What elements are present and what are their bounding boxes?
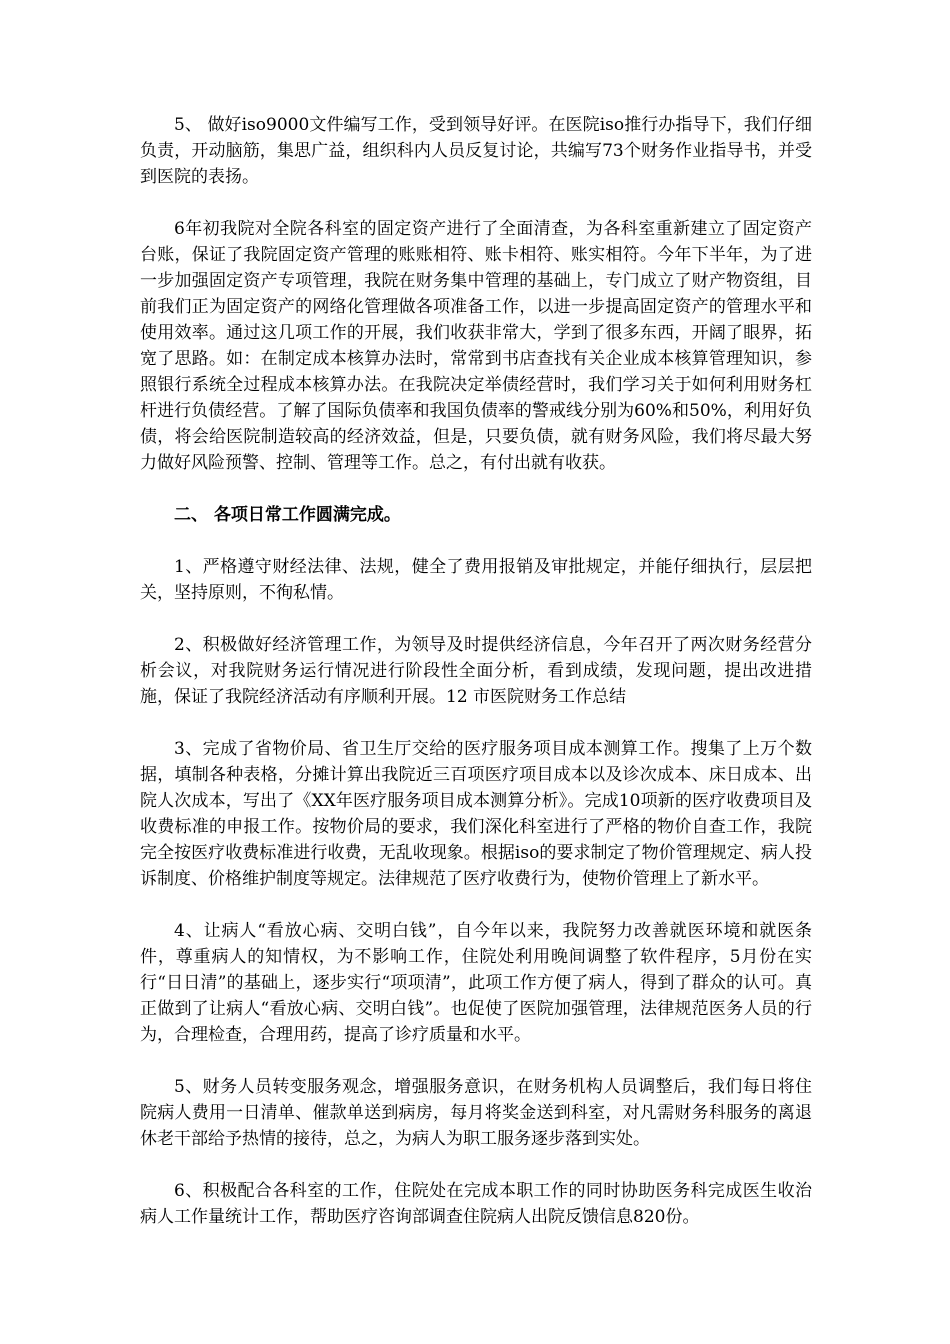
- section-heading-two: 二、 各项日常工作圆满完成。: [174, 505, 401, 525]
- paragraph-item-5-iso: 5、 做好iso9000文件编写工作，受到领导好评。在医院iso推行办指导下，我们仔细负责，开动脑筋，集思广益，组织科内人员反复讨论，共编写73个财务作业指导书，并受到医院的表扬。: [140, 115, 812, 187]
- paragraph-item-6: 6、积极配合各科室的工作，住院处在完成本职工作的同时协助医务科完成医生收治病人工作量统计工作，帮助医疗咨询部调查住院病人出院反馈信息820份。: [140, 1181, 812, 1227]
- paragraph-item-2: 2、积极做好经济管理工作，为领导及时提供经济信息，今年召开了两次财务经营分析会议，对我院财务运行情况进行阶段性全面分析，看到成绩，发现问题，提出改进措施，保证了我院经济活动有序顺利开展。12 市医院财务工作总结: [140, 635, 812, 707]
- document-page: [140, 112, 812, 1230]
- paragraph-item-1: 1、严格遵守财经法律、法规，健全了费用报销及审批规定，并能仔细执行，层层把关，坚持原则，不徇私情。: [140, 557, 812, 603]
- paragraph-item-4: 4、让病人“看放心病、交明白钱”，自今年以来，我院努力改善就医环境和就医条件，尊重病人的知情权，为不影响工作，住院处利用晚间调整了软件程序，5月份在实行“日日清”的基础上，逐步实行“项项清”，此项工作方便了病人，得到了群众的认可。真正做到了让病人“看放心病、交明白钱”。也促使了医院加强管理，法律规范医务人员的行为，合理检查，合理用药，提高了诊疗质量和水平。: [140, 921, 812, 1045]
- paragraph-fixed-assets: 6年初我院对全院各科室的固定资产进行了全面清查，为各科室重新建立了固定资产台账，保证了我院固定资产管理的账账相符、账卡相符、账实相符。今年下半年，为了进一步加强固定资产专项管理，我院在财务集中管理的基础上，专门成立了财产物资组，目前我们正为固定资产的网络化管理做各项准备工作，以进一步提高固定资产的管理水平和使用效率。通过这几项工作的开展，我们收获非常大，学到了很多东西，开阔了眼界，拓宽了思路。如：在制定成本核算办法时，常常到书店查找有关企业成本核算管理知识，参照银行系统全过程成本核算办法。在我院决定举债经营时，我们学习关于如何利用财务杠杆进行负债经营。了解了国际负债率和我国负债率的警戒线分别为60%和50%，利用好负债，将会给医院制造较高的经济效益，但是，只要负债，就有财务风险，我们将尽最大努力做好风险预警、控制、管理等工作。总之，有付出就有收获。: [140, 219, 812, 473]
- paragraph-item-5: 5、财务人员转变服务观念，增强服务意识，在财务机构人员调整后，我们每日将住院病人费用一日清单、催款单送到病房，每月将奖金送到科室，对凡需财务科服务的离退休老干部给予热情的接待，总之，为病人为职工服务逐步落到实处。: [140, 1077, 812, 1149]
- paragraph-item-3: 3、完成了省物价局、省卫生厅交给的医疗服务项目成本测算工作。搜集了上万个数据，填制各种表格，分摊计算出我院近三百项医疗项目成本以及诊次成本、床日成本、出院人次成本，写出了《XX年医疗服务项目成本测算分析》。完成10项新的医疗收费项目及收费标准的申报工作。按物价局的要求，我们深化科室进行了严格的物价自查工作，我院完全按医疗收费标准进行收费，无乱收现象。根据iso的要求制定了物价管理规定、病人投诉制度、价格维护制度等规定。法律规范了医疗收费行为，使物价管理上了新水平。: [140, 739, 812, 889]
